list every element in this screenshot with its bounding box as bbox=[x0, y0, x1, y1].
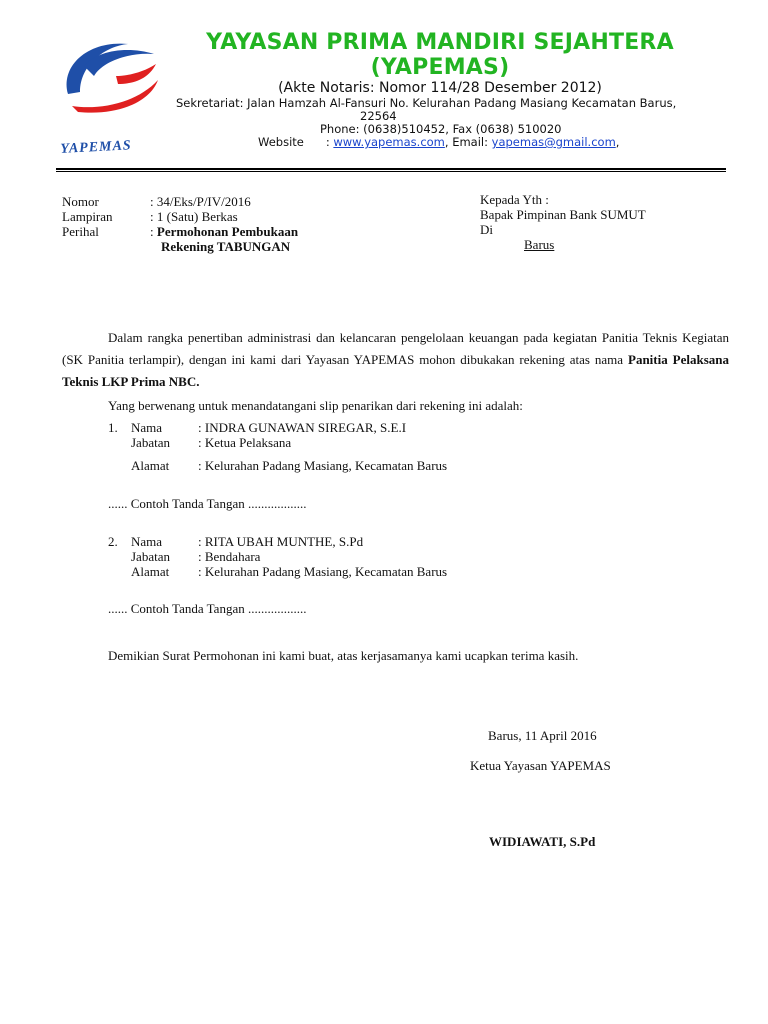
phone-fax: Phone: (0638)510452, Fax (0638) 510020 bbox=[320, 122, 562, 136]
account-name: Panitia Pelaksana Teknis LKP Prima NBC. bbox=[62, 352, 729, 389]
signer-2-jabatan-label: Jabatan bbox=[131, 549, 170, 564]
signers-intro: Yang berwenang untuk menandatangani slip penarikan dari rekening ini adalah: bbox=[108, 398, 523, 413]
recipient-city: Barus bbox=[524, 237, 555, 252]
email-label: , Email: bbox=[444, 135, 492, 149]
address-line-1: Sekretariat: Jalan Hamzah Al-Fansuri No. Kelurahan Padang Masiang Kecamatan Barus, bbox=[176, 96, 677, 110]
signer-1-signature-sample: ...... Contoh Tanda Tangan .................. bbox=[108, 496, 307, 511]
nomor-value: : 34/Eks/P/IV/2016 bbox=[150, 194, 251, 209]
organization-name: YAYASAN PRIMA MANDIRI SEJAHTERA (YAPEMAS) bbox=[206, 30, 674, 80]
perihal-label: Perihal bbox=[62, 224, 99, 239]
body-paragraph bbox=[62, 327, 729, 393]
header-rule-thick bbox=[56, 168, 726, 170]
signer-1-number: 1. bbox=[108, 420, 118, 435]
signer-1-nama-label: Nama bbox=[131, 420, 163, 435]
recipient-name: Bapak Pimpinan Bank SUMUT bbox=[480, 207, 646, 222]
signer-1-nama: : INDRA GUNAWAN SIREGAR, S.E.I bbox=[198, 420, 407, 435]
signatory-position: Ketua Yayasan YAPEMAS bbox=[470, 758, 611, 773]
lampiran-label: Lampiran bbox=[62, 209, 113, 224]
recipient-di: Di bbox=[480, 222, 493, 237]
signer-2-nama: : RITA UBAH MUNTHE, S.Pd bbox=[198, 534, 364, 549]
website-link[interactable]: www.yapemas.com bbox=[333, 135, 445, 149]
signer-1-alamat: : Kelurahan Padang Masiang, Kecamatan Barus bbox=[198, 458, 448, 473]
signer-2-nama-label: Nama bbox=[131, 534, 163, 549]
signer-1-jabatan: : Ketua Pelaksana bbox=[198, 435, 292, 450]
signer-2-signature-sample: ...... Contoh Tanda Tangan .................. bbox=[108, 601, 307, 616]
perihal-line-1: Permohonan Pembukaan bbox=[156, 224, 299, 239]
header-rule-thin bbox=[56, 171, 726, 172]
body-paragraph-text: Dalam rangka penertiban administrasi dan kelancaran pengelolaan keuangan pada kegiatan Panitia Teknis Kegiatan (SK Panitia terlampir), dengan ini kami dari Yayasan YAPEMAS mohon dibukakan rekening atas nama bbox=[62, 330, 729, 367]
contact-line bbox=[258, 135, 619, 149]
email-link[interactable]: yapemas@gmail.com bbox=[491, 135, 616, 149]
website-separator: : bbox=[325, 135, 334, 149]
signer-2-number: 2. bbox=[108, 534, 118, 549]
signatory-name: WIDIAWATI, S.Pd bbox=[489, 834, 596, 849]
signer-1-jabatan-label: Jabatan bbox=[131, 435, 170, 450]
place-date: Barus, 11 April 2016 bbox=[488, 728, 597, 743]
signer-1-alamat-label: Alamat bbox=[131, 458, 170, 473]
closing-sentence: Demikian Surat Permohonan ini kami buat, atas kerjasamanya kami ucapkan terima kasih. bbox=[108, 648, 579, 663]
perihal-line-2: Rekening TABUNGAN bbox=[161, 239, 291, 254]
lampiran-value: : 1 (Satu) Berkas bbox=[150, 209, 238, 224]
email-end: , bbox=[615, 135, 620, 149]
perihal-colon: : bbox=[150, 224, 157, 239]
signer-2-alamat-label: Alamat bbox=[131, 564, 170, 579]
address-postcode: 22564 bbox=[360, 109, 397, 123]
signer-2-jabatan: : Bendahara bbox=[198, 549, 261, 564]
notary-deed: (Akte Notaris: Nomor 114/28 Desember 2012) bbox=[278, 80, 602, 96]
perihal-value bbox=[150, 224, 298, 239]
website-label: Website bbox=[258, 135, 304, 149]
signer-2-alamat: : Kelurahan Padang Masiang, Kecamatan Barus bbox=[198, 564, 448, 579]
logo-wordmark: YAPEMAS bbox=[60, 138, 132, 157]
yapemas-logo bbox=[58, 36, 162, 116]
nomor-label: Nomor bbox=[62, 194, 99, 209]
recipient-greeting: Kepada Yth : bbox=[480, 192, 549, 207]
